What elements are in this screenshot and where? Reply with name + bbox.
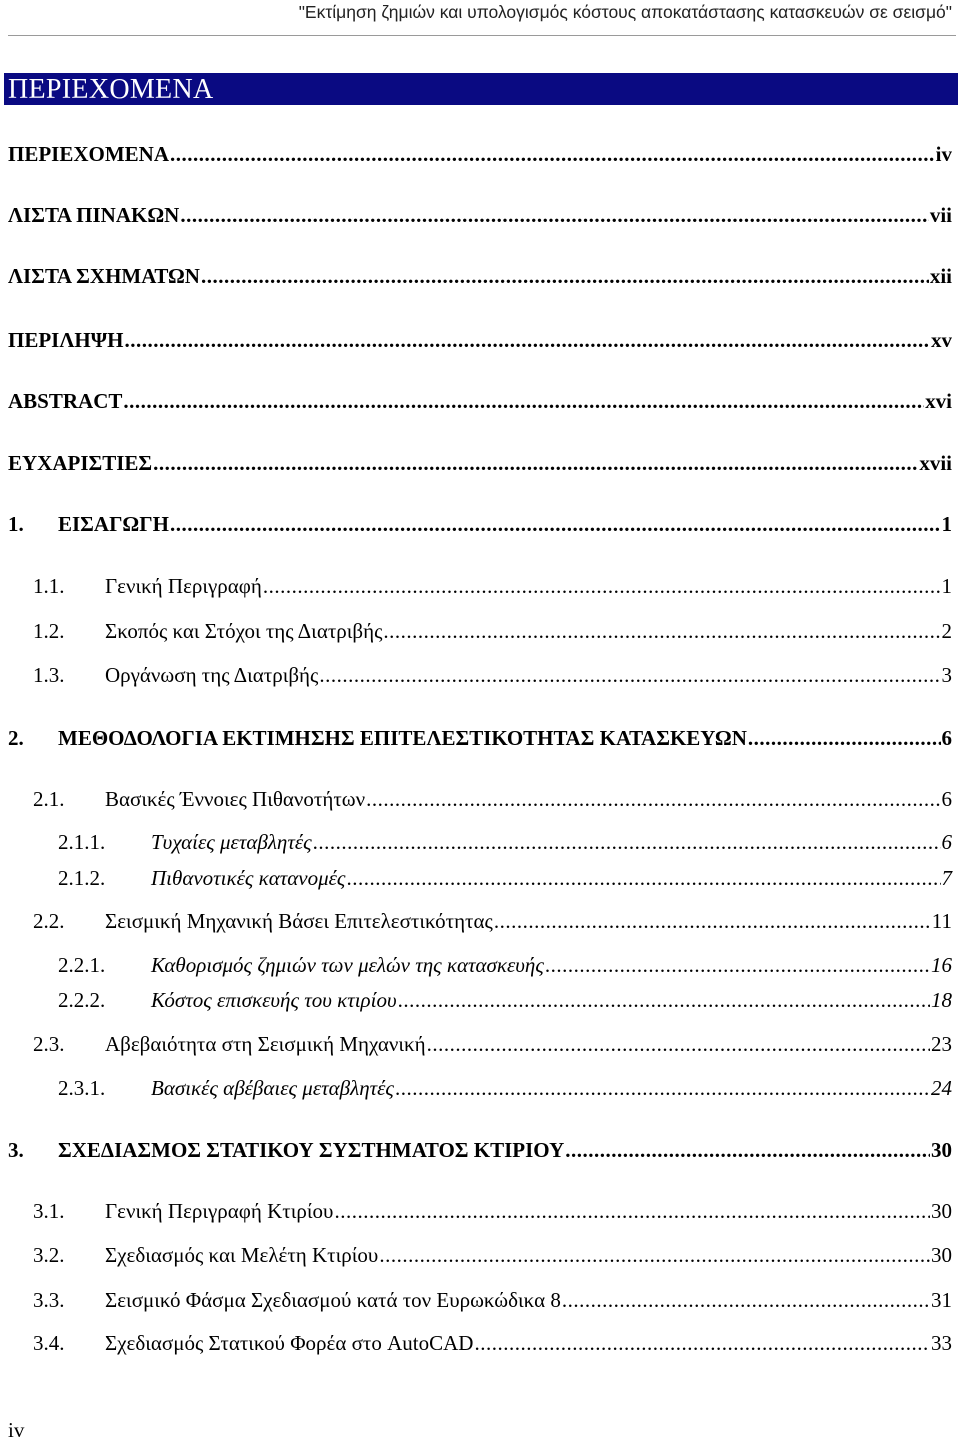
toc-leader — [170, 139, 935, 169]
toc-leader — [124, 325, 930, 355]
header-rule — [8, 35, 956, 36]
toc-entry-3-3[interactable] — [0, 1285, 960, 1315]
toc-number: 3.2. — [33, 1243, 65, 1267]
toc-page: xii — [929, 264, 952, 288]
toc-entry-abstract[interactable] — [0, 386, 960, 416]
toc-page: 30 — [931, 1243, 952, 1267]
toc-entry-1-2[interactable] — [0, 616, 960, 646]
toc-number: 2.2. — [33, 909, 65, 933]
toc-title: ΠΕΡΙΛΗΨΗ — [8, 328, 124, 352]
toc-number: 2.2.2. — [58, 988, 106, 1012]
toc-number: 2.1.1. — [58, 830, 106, 854]
toc-leader — [474, 1328, 930, 1358]
toc-number: 3.4. — [33, 1331, 65, 1355]
toc-entry-3-4[interactable] — [0, 1328, 960, 1358]
toc-entry-2-1-2[interactable] — [0, 863, 960, 893]
toc-entry-2-3[interactable] — [0, 1029, 960, 1059]
toc-leader — [153, 448, 918, 478]
toc-entry-acknowledgements[interactable] — [0, 448, 960, 478]
toc-title: Σχεδιασμός και Μελέτη Κτιρίου — [105, 1243, 379, 1267]
toc-number: 2.1.2. — [58, 866, 106, 890]
toc-page: vii — [929, 203, 952, 227]
toc-entry-1-3[interactable] — [0, 660, 960, 690]
toc-page: xv — [931, 328, 952, 352]
toc-leader — [170, 509, 941, 539]
toc-page: 11 — [931, 909, 952, 933]
toc-title: Σχεδιασμός Στατικού Φορέα στο AutoCAD — [105, 1331, 474, 1355]
toc-number: 1.1. — [33, 574, 65, 598]
toc-entry-2-1-1[interactable] — [0, 827, 960, 857]
toc-title: Οργάνωση της Διατριβής — [105, 663, 319, 687]
toc-entry-summary[interactable] — [0, 325, 960, 355]
toc-leader — [313, 827, 941, 857]
toc-number: 1.3. — [33, 663, 65, 687]
toc-entry-2-2-2[interactable] — [0, 985, 960, 1015]
toc-page: xvi — [925, 389, 952, 413]
toc-page: 18 — [931, 988, 952, 1012]
toc-entry-chapter-1[interactable] — [0, 509, 960, 539]
toc-leader — [263, 571, 941, 601]
toc-page: 7 — [941, 866, 952, 890]
toc-entry-chapter-2[interactable] — [0, 723, 960, 753]
toc-title: Σεισμικό Φάσμα Σχεδιασμού κατά τον Ευρωκώδικα 8 — [105, 1288, 561, 1312]
toc-title: Καθορισμός ζημιών των μελών της κατασκευής — [151, 953, 544, 977]
toc-title: Τυχαίες μεταβλητές — [151, 830, 312, 854]
page-title: ΠΕΡΙΕΧΟΜΕΝΑ — [8, 74, 214, 105]
toc-page: 33 — [931, 1331, 952, 1355]
toc-leader — [398, 985, 930, 1015]
toc-leader — [427, 1029, 930, 1059]
toc-page: 31 — [931, 1288, 952, 1312]
toc-number: 3.3. — [33, 1288, 65, 1312]
toc-page: xvii — [919, 451, 952, 475]
toc-page: 6 — [941, 726, 952, 750]
toc-title: Βασικές αβέβαιες μεταβλητές — [151, 1076, 394, 1100]
toc-title: ΠΕΡΙΕΧΟΜΕΝΑ — [8, 142, 170, 166]
toc-title: Κόστος επισκευής του κτιρίου — [151, 988, 397, 1012]
toc-page: 24 — [931, 1076, 952, 1100]
toc-page: 2 — [941, 619, 952, 643]
toc-leader — [748, 723, 941, 753]
toc-number: 1.2. — [33, 619, 65, 643]
toc-title: ΛΙΣΤΑ ΠΙΝΑΚΩΝ — [8, 203, 180, 227]
toc-entry-contents[interactable] — [0, 139, 960, 169]
page-number: iv — [8, 1418, 25, 1442]
toc-title: ΜΕΘΟΔΟΛΟΓΙΑ ΕΚΤΙΜΗΣΗΣ ΕΠΙΤΕΛΕΣΤΙΚΟΤΗΤΑΣ ΚΑΤΑΣΚΕΥΩΝ — [58, 726, 747, 750]
toc-entry-list-of-tables[interactable] — [0, 200, 960, 230]
toc-number: 3. — [8, 1138, 24, 1162]
toc-entry-3-1[interactable] — [0, 1196, 960, 1226]
toc-page: 23 — [931, 1032, 952, 1056]
toc-page: 1 — [941, 512, 952, 536]
toc-number: 2.1. — [33, 787, 65, 811]
toc-entry-2-2-1[interactable] — [0, 950, 960, 980]
toc-page: 6 — [941, 787, 952, 811]
toc-title: ΕΥΧΑΡΙΣΤΙΕΣ — [8, 451, 153, 475]
toc-entry-2-2[interactable] — [0, 906, 960, 936]
toc-page: 16 — [931, 953, 952, 977]
toc-page: 1 — [941, 574, 952, 598]
toc-leader — [562, 1285, 930, 1315]
toc-entry-3-2[interactable] — [0, 1240, 960, 1270]
toc-title: ΣΧΕΔΙΑΣΜΟΣ ΣΤΑΤΙΚΟΥ ΣΥΣΤΗΜΑΤΟΣ ΚΤΙΡΙΟΥ — [58, 1138, 565, 1162]
toc-number: 3.1. — [33, 1199, 65, 1223]
toc-title: Πιθανοτικές κατανομές — [151, 866, 346, 890]
toc-page: 3 — [941, 663, 952, 687]
toc-title: Γενική Περιγραφή — [105, 574, 262, 598]
toc-number: 2.3. — [33, 1032, 65, 1056]
toc-entry-2-1[interactable] — [0, 784, 960, 814]
toc-leader — [201, 261, 929, 291]
toc-leader — [395, 1073, 930, 1103]
toc-leader — [123, 386, 924, 416]
toc-number: 1. — [8, 512, 24, 536]
toc-title: ΕΙΣΑΓΩΓΗ — [58, 512, 169, 536]
toc-leader — [319, 660, 940, 690]
toc-title: Σεισμική Μηχανική Βάσει Επιτελεστικότητας — [105, 909, 493, 933]
toc-title: ΛΙΣΤΑ ΣΧΗΜΑΤΩΝ — [8, 264, 200, 288]
toc-leader — [565, 1135, 930, 1165]
toc-leader — [379, 1240, 930, 1270]
toc-entry-chapter-3[interactable] — [0, 1135, 960, 1165]
toc-number: 2. — [8, 726, 24, 750]
toc-page: iv — [935, 142, 952, 166]
toc-leader — [545, 950, 930, 980]
toc-title: Σκοπός και Στόχοι της Διατριβής — [105, 619, 383, 643]
toc-number: 2.2.1. — [58, 953, 106, 977]
toc-entry-list-of-figures[interactable] — [0, 261, 960, 291]
toc-number: 2.3.1. — [58, 1076, 106, 1100]
toc-leader — [334, 1196, 930, 1226]
toc-title: Αβεβαιότητα στη Σεισμική Μηχανική — [105, 1032, 426, 1056]
toc-leader — [366, 784, 940, 814]
toc-leader — [346, 863, 940, 893]
toc-title: Βασικές Έννοιες Πιθανοτήτων — [105, 787, 366, 811]
toc-page: 6 — [941, 830, 952, 854]
toc-leader — [180, 200, 928, 230]
running-header: "Εκτίμηση ζημιών και υπολογισμός κόστους αποκατάστασης κατασκευών σε σεισμό" — [298, 2, 952, 22]
toc-title: ABSTRACT — [8, 389, 123, 413]
toc-entry-2-3-1[interactable] — [0, 1073, 960, 1103]
toc-entry-1-1[interactable] — [0, 571, 960, 601]
toc-leader — [383, 616, 940, 646]
toc-title: Γενική Περιγραφή Κτιρίου — [105, 1199, 334, 1223]
toc-page: 30 — [931, 1138, 952, 1162]
toc-leader — [494, 906, 931, 936]
toc-page: 30 — [931, 1199, 952, 1223]
